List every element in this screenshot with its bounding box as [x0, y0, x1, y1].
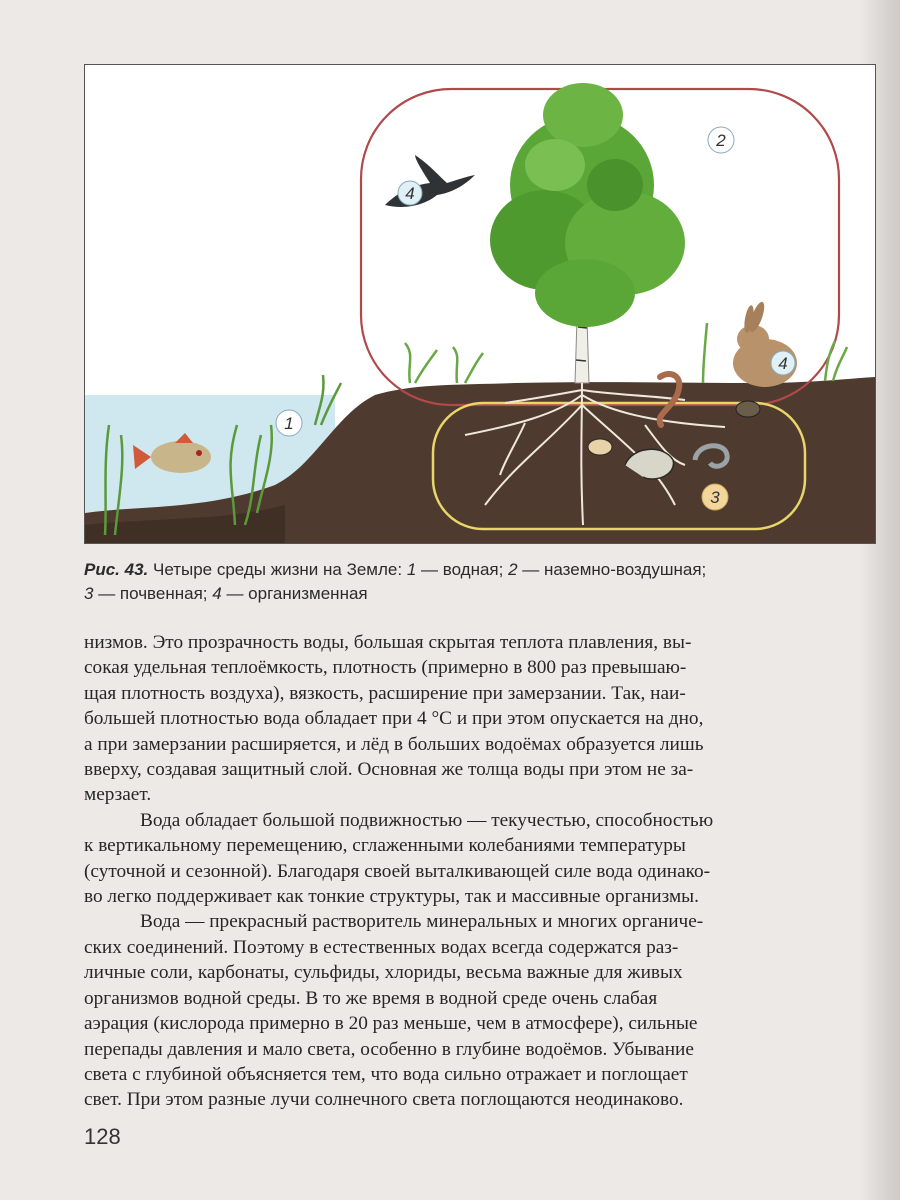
body-line: сокая удельная теплоёмкость, плотность (примерно в 800 раз превышаю- — [84, 657, 687, 679]
body-line: вверху, создавая защитный слой. Основная же толща воды при этом не за- — [84, 759, 694, 781]
svg-text:3: 3 — [710, 488, 720, 507]
caption-num-2: 2 — [508, 560, 518, 579]
body-line: во легко поддерживает как тонкие структуры, так и массивные организмы. — [84, 886, 699, 908]
larva-small — [588, 439, 612, 455]
caption-item-3: — почвенная; — [93, 584, 213, 603]
label-3-soil — [702, 484, 728, 510]
body-text — [84, 630, 874, 1113]
body-line: света с глубиной объясняется тем, что вода сильно отражает и поглощает — [84, 1063, 688, 1085]
caption-num-4: 4 — [212, 584, 222, 603]
body-line: низмов. Это прозрачность воды, большая скрытая теплота плавления, вы- — [84, 632, 692, 653]
body-line: перепады давления и мало света, особенно в глубине водоёмов. Убывание — [84, 1038, 694, 1060]
caption-item-2: — наземно-воздушная; — [517, 560, 707, 579]
page-number: 128 — [84, 1124, 121, 1149]
body-line: организмов водной среды. В то же время в водной среде очень слабая — [84, 987, 658, 1009]
svg-text:4: 4 — [778, 354, 788, 373]
svg-text:1: 1 — [284, 414, 294, 433]
caption-item-4: — организменная — [221, 584, 368, 603]
body-line: щая плотность воздуха), вязкость, расширение при замерзании. Так, наи- — [84, 682, 686, 704]
label-2-ground-air — [708, 127, 734, 153]
body-line: (суточной и сезонной). Благодаря своей выталкивающей силе вода одинако- — [84, 860, 711, 882]
caption-num-1: 1 — [406, 560, 417, 579]
caption-prefix: Четыре среды жизни на Земле: — [148, 560, 407, 579]
body-line: личные соли, карбонаты, сульфиды, хлориды, весьма важные для живых — [84, 962, 683, 984]
caption-item-1: — водная; — [416, 560, 509, 579]
beetle — [736, 401, 760, 417]
caption-num-3: 3 — [84, 584, 94, 603]
label-1-aquatic — [276, 410, 302, 436]
svg-text:4: 4 — [405, 184, 415, 203]
figure-43-illustration — [84, 64, 876, 544]
figure-caption — [84, 558, 864, 606]
body-line: аэрация (кислорода примерно в 20 раз меньше, чем в атмосфере), сильные — [84, 1013, 698, 1035]
label-4-hare — [771, 351, 795, 375]
body-line: ских соединений. Поэтому в естественных водах всегда содержатся раз- — [84, 936, 679, 958]
body-line: мерзает. — [84, 784, 152, 806]
svg-text:2: 2 — [716, 131, 726, 150]
body-line: к вертикальному перемещению, сглаженными колебаниями температуры — [84, 835, 686, 857]
body-line: а при замерзании расширяется, и лёд в больших водоёмах образуется лишь — [84, 733, 704, 755]
body-line: Вода — прекрасный растворитель минеральных и многих органиче- — [140, 911, 704, 933]
body-line: большей плотностью вода обладает при 4 °С и при этом опускается на дно, — [84, 708, 704, 730]
figure-number: Рис. 43. — [84, 560, 149, 579]
body-line: Вода обладает большой подвижностью — текучестью, способностью — [140, 809, 714, 831]
body-line: свет. При этом разные лучи солнечного света поглощаются неодинаково. — [84, 1089, 684, 1111]
label-4-bird — [398, 181, 422, 205]
